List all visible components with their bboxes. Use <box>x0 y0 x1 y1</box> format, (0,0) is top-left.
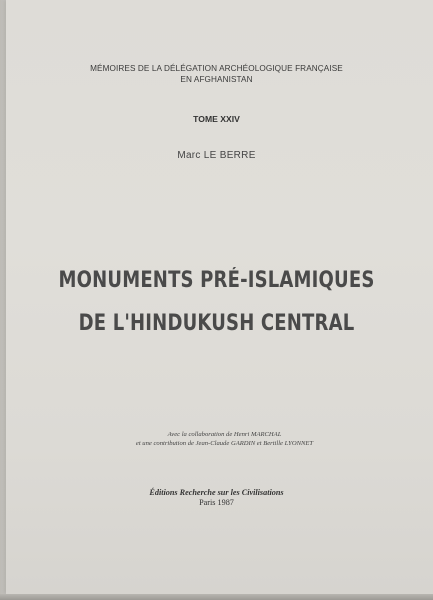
book-bottom-edge <box>0 594 433 600</box>
publisher-name: Éditions Recherche sur les Civilisations <box>149 488 284 497</box>
contribution-and: et Bertille <box>256 440 283 447</box>
book-title-line-2: DE L'HINDUKUSH CENTRAL <box>78 311 355 336</box>
series-title-line-2: EN AFGHANISTAN <box>180 75 253 84</box>
collaboration-prefix: Avec la collaboration de Henri <box>167 431 250 438</box>
publication-place-year: Paris 1987 <box>199 498 234 507</box>
series-title-line-1: MÉMOIRES DE LA DÉLÉGATION ARCHÉOLOGIQUE FRANÇAISE <box>90 64 343 73</box>
contributor-surname-2: LYONNET <box>284 440 314 447</box>
author-name: Marc LE BERRE <box>177 150 256 161</box>
volume-number: TOME XXIV <box>193 114 240 124</box>
collaborator-surname: MARCHAL <box>250 431 282 438</box>
book-title-line-1: MONUMENTS PRÉ-ISLAMIQUES <box>58 268 375 293</box>
contribution-prefix: et une contribution de Jean-Claude <box>135 440 230 447</box>
contributor-surname-1: GARDIN <box>230 440 256 447</box>
contribution-credit <box>8 440 433 447</box>
collaboration-credit <box>8 431 433 438</box>
